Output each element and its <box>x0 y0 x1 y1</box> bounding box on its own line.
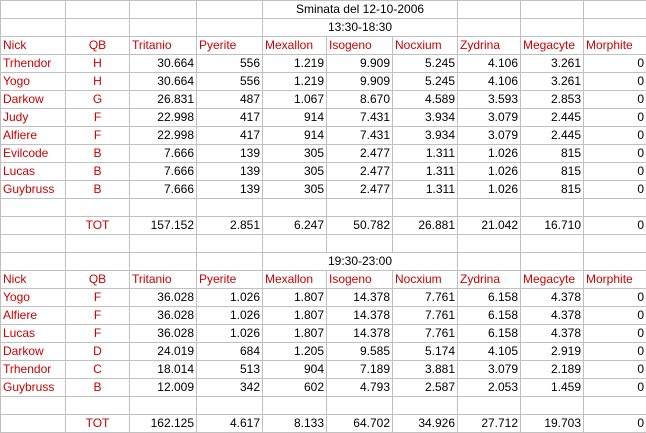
value-cell[interactable]: 914 <box>263 127 327 145</box>
value-cell[interactable]: 487 <box>197 91 263 109</box>
value-cell[interactable]: 1.459 <box>521 379 584 397</box>
value-cell[interactable]: 1.311 <box>393 181 458 199</box>
value-cell[interactable]: 904 <box>263 361 327 379</box>
nick-cell[interactable]: Evilcode <box>1 145 66 163</box>
value-cell[interactable]: 3.881 <box>393 361 458 379</box>
empty-cell[interactable] <box>66 253 130 271</box>
nick-cell[interactable]: Darkow <box>1 343 66 361</box>
value-cell[interactable]: 36.028 <box>130 289 197 307</box>
empty-cell[interactable] <box>327 235 393 253</box>
value-cell[interactable]: 684 <box>197 343 263 361</box>
column-header[interactable]: QB <box>66 271 130 289</box>
empty-cell[interactable] <box>1 1 66 19</box>
value-cell[interactable]: 7.761 <box>393 325 458 343</box>
value-cell[interactable]: 3.079 <box>458 127 521 145</box>
value-cell[interactable]: 7.431 <box>327 127 393 145</box>
value-cell[interactable]: 556 <box>197 73 263 91</box>
value-cell[interactable]: 6.158 <box>458 307 521 325</box>
value-cell[interactable]: 5.245 <box>393 73 458 91</box>
data-row <box>1 145 646 163</box>
empty-cell[interactable] <box>130 253 197 271</box>
value-cell[interactable]: 2.587 <box>393 379 458 397</box>
column-header[interactable]: Nocxium <box>393 271 458 289</box>
nick-cell[interactable]: Lucas <box>1 163 66 181</box>
qb-cell[interactable]: G <box>66 91 130 109</box>
empty-cell[interactable] <box>263 235 327 253</box>
value-cell[interactable]: 1.205 <box>263 343 327 361</box>
value-cell[interactable]: 5.174 <box>393 343 458 361</box>
value-cell[interactable]: 139 <box>197 163 263 181</box>
column-header[interactable]: Zydrina <box>458 37 521 55</box>
value-cell[interactable]: 2.919 <box>521 343 584 361</box>
total-value[interactable]: 0 <box>584 415 646 433</box>
column-header[interactable]: Morphite <box>584 37 646 55</box>
empty-cell[interactable] <box>1 415 66 433</box>
column-header[interactable]: Pyerite <box>197 271 263 289</box>
empty-cell[interactable] <box>393 199 458 217</box>
value-cell[interactable]: 342 <box>197 379 263 397</box>
empty-cell[interactable] <box>66 19 130 37</box>
nick-cell[interactable]: Lucas <box>1 325 66 343</box>
value-cell[interactable]: 9.585 <box>327 343 393 361</box>
nick-cell[interactable]: Guybruss <box>1 379 66 397</box>
total-value[interactable]: 50.782 <box>327 217 393 235</box>
value-cell[interactable]: 4.378 <box>521 307 584 325</box>
nick-cell[interactable]: Darkow <box>1 91 66 109</box>
total-value[interactable]: 157.152 <box>130 217 197 235</box>
empty-cell[interactable] <box>521 199 584 217</box>
qb-cell[interactable]: F <box>66 127 130 145</box>
empty-cell[interactable] <box>1 235 66 253</box>
value-cell[interactable]: 305 <box>263 145 327 163</box>
data-row <box>1 163 646 181</box>
value-cell[interactable]: 36.028 <box>130 307 197 325</box>
data-row <box>1 181 646 199</box>
sheet-title[interactable]: Sminata del 12-10-2006 <box>263 1 458 19</box>
qb-cell[interactable]: F <box>66 289 130 307</box>
value-cell[interactable]: 1.311 <box>393 145 458 163</box>
empty-cell[interactable] <box>1 217 66 235</box>
data-row <box>1 73 646 91</box>
empty-cell[interactable] <box>584 199 646 217</box>
empty-cell[interactable] <box>1 199 66 217</box>
value-cell[interactable]: 0 <box>584 307 646 325</box>
value-cell[interactable]: 1.026 <box>197 325 263 343</box>
value-cell[interactable]: 815 <box>521 181 584 199</box>
value-cell[interactable]: 1.026 <box>458 163 521 181</box>
empty-cell[interactable] <box>521 235 584 253</box>
total-value[interactable]: 21.042 <box>458 217 521 235</box>
header-row <box>1 271 646 289</box>
value-cell[interactable]: 3.079 <box>458 361 521 379</box>
total-row <box>1 415 646 433</box>
empty-cell[interactable] <box>130 1 197 19</box>
total-value[interactable]: 26.881 <box>393 217 458 235</box>
blank-row <box>1 235 646 253</box>
empty-cell[interactable] <box>584 19 646 37</box>
value-cell[interactable]: 7.761 <box>393 289 458 307</box>
value-cell[interactable]: 2.445 <box>521 127 584 145</box>
value-cell[interactable]: 2.477 <box>327 163 393 181</box>
empty-cell[interactable] <box>584 1 646 19</box>
column-header[interactable]: QB <box>66 37 130 55</box>
value-cell[interactable]: 6.158 <box>458 289 521 307</box>
total-value[interactable]: 162.125 <box>130 415 197 433</box>
value-cell[interactable]: 0 <box>584 91 646 109</box>
value-cell[interactable]: 2.053 <box>458 379 521 397</box>
column-header[interactable]: Mexallon <box>263 37 327 55</box>
data-row <box>1 379 646 397</box>
total-value[interactable]: 2.851 <box>197 217 263 235</box>
empty-cell[interactable] <box>197 199 263 217</box>
value-cell[interactable]: 14.378 <box>327 307 393 325</box>
value-cell[interactable]: 914 <box>263 109 327 127</box>
value-cell[interactable]: 30.664 <box>130 55 197 73</box>
value-cell[interactable]: 1.807 <box>263 325 327 343</box>
value-cell[interactable]: 1.026 <box>197 307 263 325</box>
value-cell[interactable]: 26.831 <box>130 91 197 109</box>
value-cell[interactable]: 4.106 <box>458 73 521 91</box>
value-cell[interactable]: 815 <box>521 163 584 181</box>
value-cell[interactable]: 0 <box>584 55 646 73</box>
data-row <box>1 307 646 325</box>
total-value[interactable]: 0 <box>584 217 646 235</box>
value-cell[interactable]: 7.666 <box>130 181 197 199</box>
total-value[interactable]: 8.133 <box>263 415 327 433</box>
value-cell[interactable]: 2.189 <box>521 361 584 379</box>
value-cell[interactable]: 36.028 <box>130 325 197 343</box>
value-cell[interactable]: 22.998 <box>130 127 197 145</box>
value-cell[interactable]: 1.026 <box>458 181 521 199</box>
value-cell[interactable]: 7.666 <box>130 145 197 163</box>
value-cell[interactable]: 0 <box>584 343 646 361</box>
qb-cell[interactable]: B <box>66 163 130 181</box>
empty-cell[interactable] <box>393 235 458 253</box>
empty-cell[interactable] <box>66 199 130 217</box>
value-cell[interactable]: 3.261 <box>521 55 584 73</box>
empty-cell[interactable] <box>521 253 584 271</box>
total-value[interactable]: 19.703 <box>521 415 584 433</box>
value-cell[interactable]: 4.589 <box>393 91 458 109</box>
empty-cell[interactable] <box>458 199 521 217</box>
value-cell[interactable]: 602 <box>263 379 327 397</box>
value-cell[interactable]: 556 <box>197 55 263 73</box>
column-header[interactable]: Zydrina <box>458 271 521 289</box>
total-label[interactable]: TOT <box>66 415 130 433</box>
value-cell[interactable]: 8.670 <box>327 91 393 109</box>
value-cell[interactable]: 6.158 <box>458 325 521 343</box>
nick-cell[interactable]: Judy <box>1 109 66 127</box>
value-cell[interactable]: 1.219 <box>263 73 327 91</box>
value-cell[interactable]: 24.019 <box>130 343 197 361</box>
total-value[interactable]: 34.926 <box>393 415 458 433</box>
qb-cell[interactable]: D <box>66 343 130 361</box>
value-cell[interactable]: 4.105 <box>458 343 521 361</box>
value-cell[interactable]: 4.378 <box>521 289 584 307</box>
nick-cell[interactable]: Guybruss <box>1 181 66 199</box>
column-header[interactable]: Isogeno <box>327 271 393 289</box>
total-value[interactable]: 27.712 <box>458 415 521 433</box>
qb-cell[interactable]: H <box>66 73 130 91</box>
value-cell[interactable]: 139 <box>197 145 263 163</box>
empty-cell[interactable] <box>458 253 521 271</box>
column-header[interactable]: Pyerite <box>197 37 263 55</box>
column-header[interactable]: Morphite <box>584 271 646 289</box>
value-cell[interactable]: 1.807 <box>263 289 327 307</box>
empty-cell[interactable] <box>458 1 521 19</box>
empty-cell[interactable] <box>327 199 393 217</box>
value-cell[interactable]: 5.245 <box>393 55 458 73</box>
qb-cell[interactable]: B <box>66 379 130 397</box>
empty-cell[interactable] <box>197 253 263 271</box>
empty-cell[interactable] <box>130 19 197 37</box>
value-cell[interactable]: 1.026 <box>197 289 263 307</box>
value-cell[interactable]: 22.998 <box>130 109 197 127</box>
data-row <box>1 127 646 145</box>
value-cell[interactable]: 18.014 <box>130 361 197 379</box>
value-cell[interactable]: 1.026 <box>458 145 521 163</box>
value-cell[interactable]: 3.261 <box>521 73 584 91</box>
column-header[interactable]: Mexallon <box>263 271 327 289</box>
value-cell[interactable]: 0 <box>584 361 646 379</box>
data-row <box>1 109 646 127</box>
value-cell[interactable]: 4.106 <box>458 55 521 73</box>
qb-cell[interactable]: F <box>66 325 130 343</box>
empty-cell[interactable] <box>263 199 327 217</box>
data-row <box>1 361 646 379</box>
data-row <box>1 325 646 343</box>
column-header[interactable]: Megacyte <box>521 271 584 289</box>
qb-cell[interactable]: B <box>66 145 130 163</box>
empty-cell[interactable] <box>1 19 66 37</box>
value-cell[interactable]: 305 <box>263 181 327 199</box>
column-header[interactable]: Tritanio <box>130 271 197 289</box>
value-cell[interactable]: 14.378 <box>327 325 393 343</box>
value-cell[interactable]: 7.666 <box>130 163 197 181</box>
data-row <box>1 55 646 73</box>
qb-cell[interactable]: C <box>66 361 130 379</box>
total-value[interactable]: 16.710 <box>521 217 584 235</box>
data-row <box>1 91 646 109</box>
column-header[interactable]: Nick <box>1 271 66 289</box>
qb-cell[interactable]: H <box>66 55 130 73</box>
value-cell[interactable]: 0 <box>584 325 646 343</box>
value-cell[interactable]: 417 <box>197 127 263 145</box>
qb-cell[interactable]: B <box>66 181 130 199</box>
value-cell[interactable]: 0 <box>584 127 646 145</box>
total-value[interactable]: 6.247 <box>263 217 327 235</box>
value-cell[interactable]: 513 <box>197 361 263 379</box>
title-row <box>1 1 646 19</box>
total-value[interactable]: 4.617 <box>197 415 263 433</box>
value-cell[interactable]: 2.853 <box>521 91 584 109</box>
empty-cell[interactable] <box>130 199 197 217</box>
value-cell[interactable]: 30.664 <box>130 73 197 91</box>
value-cell[interactable]: 815 <box>521 145 584 163</box>
data-row <box>1 289 646 307</box>
value-cell[interactable]: 2.477 <box>327 145 393 163</box>
value-cell[interactable]: 12.009 <box>130 379 197 397</box>
session-time[interactable]: 13:30-18:30 <box>263 19 458 37</box>
value-cell[interactable]: 2.445 <box>521 109 584 127</box>
column-header[interactable]: Nick <box>1 37 66 55</box>
nick-cell[interactable]: Yogo <box>1 289 66 307</box>
value-cell[interactable]: 14.378 <box>327 289 393 307</box>
value-cell[interactable]: 4.793 <box>327 379 393 397</box>
empty-cell[interactable] <box>584 253 646 271</box>
value-cell[interactable]: 0 <box>584 289 646 307</box>
nick-cell[interactable]: Alfiere <box>1 307 66 325</box>
empty-cell[interactable] <box>458 19 521 37</box>
qb-cell[interactable]: F <box>66 109 130 127</box>
value-cell[interactable]: 3.934 <box>393 109 458 127</box>
empty-cell[interactable] <box>197 1 263 19</box>
value-cell[interactable]: 0 <box>584 73 646 91</box>
value-cell[interactable]: 3.079 <box>458 109 521 127</box>
value-cell[interactable]: 7.189 <box>327 361 393 379</box>
value-cell[interactable]: 0 <box>584 109 646 127</box>
value-cell[interactable]: 4.378 <box>521 325 584 343</box>
nick-cell[interactable]: Yogo <box>1 73 66 91</box>
value-cell[interactable]: 1.807 <box>263 307 327 325</box>
value-cell[interactable]: 1.067 <box>263 91 327 109</box>
value-cell[interactable]: 305 <box>263 163 327 181</box>
value-cell[interactable]: 9.909 <box>327 55 393 73</box>
value-cell[interactable]: 7.761 <box>393 307 458 325</box>
nick-cell[interactable]: Trhendor <box>1 55 66 73</box>
blank-row <box>1 199 646 217</box>
total-value[interactable]: 64.702 <box>327 415 393 433</box>
header-row <box>1 37 646 55</box>
value-cell[interactable]: 139 <box>197 181 263 199</box>
nick-cell[interactable]: Trhendor <box>1 361 66 379</box>
value-cell[interactable]: 0 <box>584 145 646 163</box>
value-cell[interactable]: 0 <box>584 181 646 199</box>
total-row <box>1 217 646 235</box>
empty-cell[interactable] <box>521 19 584 37</box>
value-cell[interactable]: 1.311 <box>393 163 458 181</box>
empty-cell[interactable] <box>1 253 66 271</box>
value-cell[interactable]: 1.219 <box>263 55 327 73</box>
empty-cell[interactable] <box>197 19 263 37</box>
time-row <box>1 19 646 37</box>
value-cell[interactable]: 3.593 <box>458 91 521 109</box>
column-header[interactable]: Tritanio <box>130 37 197 55</box>
value-cell[interactable]: 0 <box>584 163 646 181</box>
empty-cell[interactable] <box>197 235 263 253</box>
empty-cell[interactable] <box>521 1 584 19</box>
empty-cell[interactable] <box>584 235 646 253</box>
value-cell[interactable]: 7.431 <box>327 109 393 127</box>
value-cell[interactable]: 2.477 <box>327 181 393 199</box>
value-cell[interactable]: 417 <box>197 109 263 127</box>
column-header[interactable]: Megacyte <box>521 37 584 55</box>
total-label[interactable]: TOT <box>66 217 130 235</box>
empty-cell[interactable] <box>458 235 521 253</box>
session-time[interactable]: 19:30-23:00 <box>263 253 458 271</box>
empty-cell[interactable] <box>66 235 130 253</box>
empty-cell[interactable] <box>130 235 197 253</box>
nick-cell[interactable]: Alfiere <box>1 127 66 145</box>
value-cell[interactable]: 0 <box>584 379 646 397</box>
value-cell[interactable]: 9.909 <box>327 73 393 91</box>
data-row <box>1 343 646 361</box>
time-row <box>1 253 646 271</box>
qb-cell[interactable]: F <box>66 307 130 325</box>
empty-cell[interactable] <box>66 1 130 19</box>
column-header[interactable]: Nocxium <box>393 37 458 55</box>
value-cell[interactable]: 3.934 <box>393 127 458 145</box>
column-header[interactable]: Isogeno <box>327 37 393 55</box>
